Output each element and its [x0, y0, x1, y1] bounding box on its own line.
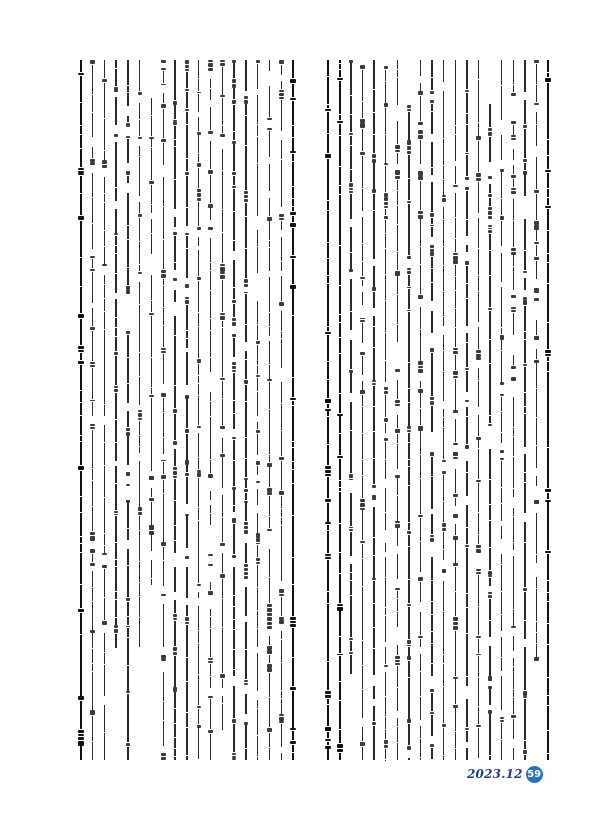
- text-line: [269, 60, 270, 760]
- text-line: [455, 60, 456, 760]
- issue-label: 2023.12: [467, 767, 523, 781]
- text-line: [547, 60, 548, 760]
- text-line: [478, 60, 479, 760]
- text-line: [536, 60, 537, 760]
- text-line: [489, 60, 490, 760]
- text-column-right: [327, 60, 557, 760]
- text-line: [524, 60, 525, 760]
- text-line: [420, 60, 421, 760]
- text-line: [245, 60, 246, 760]
- text-line: [198, 60, 199, 760]
- text-line: [281, 60, 282, 760]
- text-line: [466, 60, 467, 760]
- text-line: [222, 60, 223, 760]
- text-line: [92, 60, 93, 760]
- text-line: [174, 60, 175, 760]
- text-line: [127, 60, 128, 760]
- text-line: [327, 60, 328, 760]
- text-line: [397, 60, 398, 760]
- text-line: [443, 60, 444, 760]
- text-line: [80, 60, 81, 760]
- text-line: [362, 60, 363, 760]
- text-line: [115, 60, 116, 760]
- text-line: [431, 60, 432, 760]
- text-column-left: [80, 60, 305, 760]
- text-line: [163, 60, 164, 760]
- text-line: [139, 60, 140, 760]
- text-line: [408, 60, 409, 760]
- text-line: [233, 60, 234, 760]
- text-line: [513, 60, 514, 760]
- text-line: [373, 60, 374, 760]
- text-line: [292, 60, 293, 760]
- text-line: [385, 60, 386, 760]
- text-line: [257, 60, 258, 760]
- page-number-badge: 59: [526, 766, 543, 783]
- text-line: [339, 60, 340, 760]
- text-line: [151, 60, 152, 760]
- page-footer: [467, 765, 543, 783]
- text-line: [210, 60, 211, 760]
- text-line: [501, 60, 502, 760]
- text-line: [186, 60, 187, 760]
- text-line: [350, 60, 351, 760]
- text-line: [104, 60, 105, 760]
